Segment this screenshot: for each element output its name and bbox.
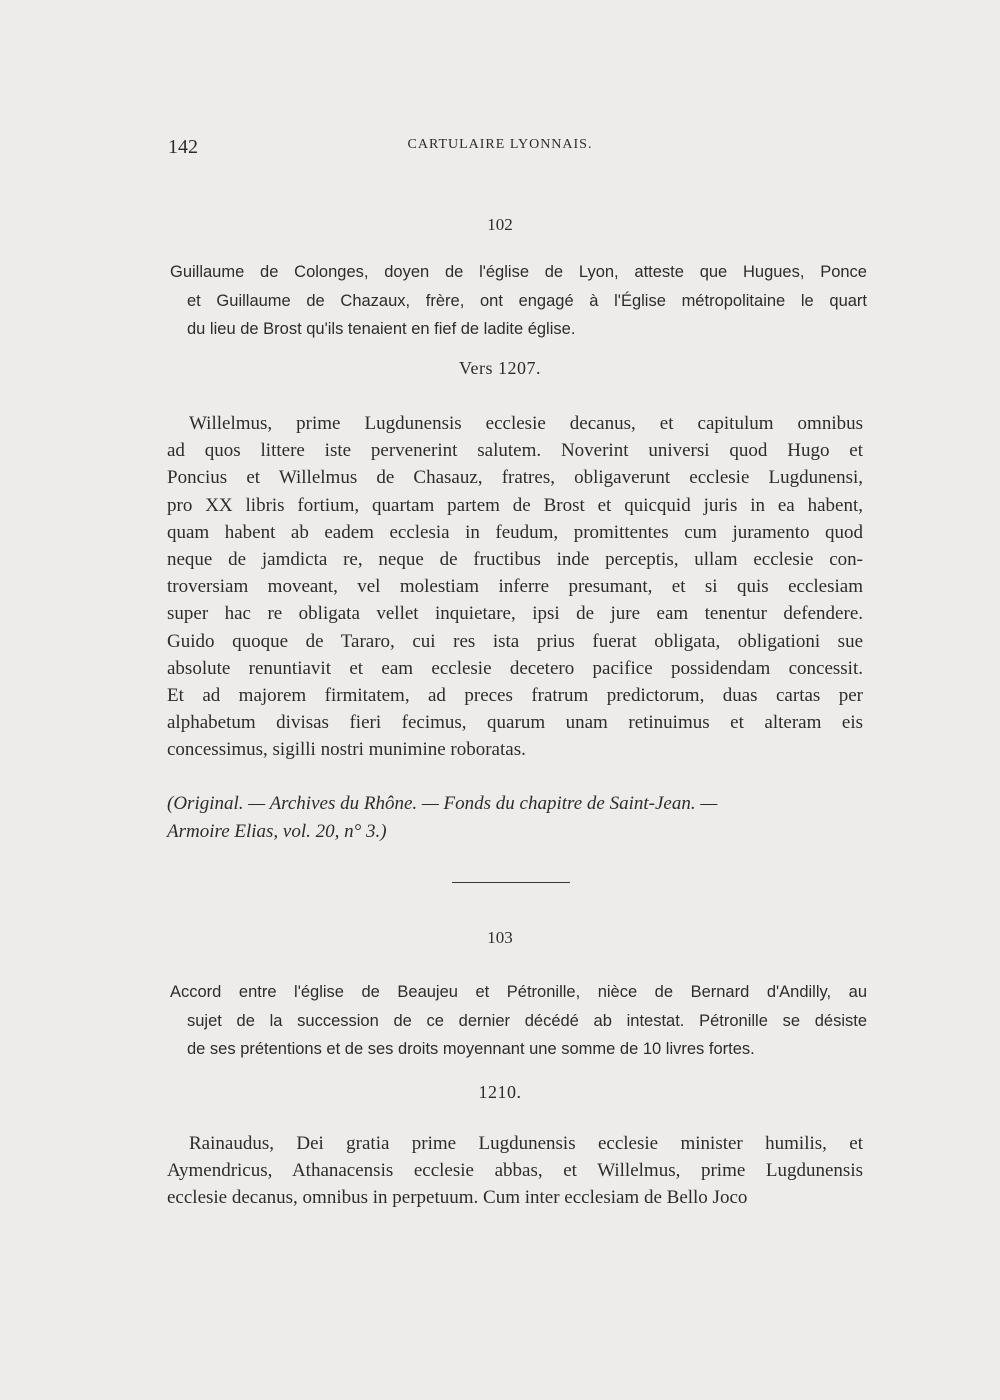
charter-line: alphabetum divisas fieri fecimus, quarum unam retinuimus et alteram eis xyxy=(167,712,863,734)
section-separator xyxy=(452,882,570,883)
entry-102-date: Vers 1207. xyxy=(459,358,541,378)
charter-line: ecclesie decanus, omnibus in perpetuum. Cum inter ecclesiam de Bello Joco xyxy=(167,1187,748,1209)
summary-line: sujet de la succession de ce dernier décédé ab intestat. Pétronille se désiste xyxy=(187,1011,867,1030)
source-line: (Original. — Archives du Rhône. — Fonds du chapitre de Saint-Jean. — xyxy=(167,793,718,814)
charter-line: absolute renuntiavit et eam ecclesie decetero pacifice possidendam concessit. xyxy=(167,657,863,679)
source-line: Armoire Elias, vol. 20, n° 3.) xyxy=(167,820,387,842)
summary-line: de ses prétentions et de ses droits moyennant une somme de 10 livres fortes. xyxy=(187,1040,755,1058)
charter-line: quam habent ab eadem ecclesia in feudum, promittentes cum juramento quod xyxy=(167,521,863,543)
charter-line: neque de jamdicta re, neque de fructibus inde perceptis, ullam ecclesie con- xyxy=(167,549,863,571)
page-header xyxy=(0,132,1000,162)
charter-line: Rainaudus, Dei gratia prime Lugdunensis ecclesie minister humilis, et xyxy=(189,1133,863,1154)
charter-line: Aymendricus, Athanacensis ecclesie abbas, et Willelmus, prime Lugdunensis xyxy=(167,1160,863,1182)
charter-line: Et ad majorem firmitatem, ad preces fratrum predictorum, duas cartas per xyxy=(167,685,863,707)
charter-line: ad quos littere iste pervenerint salutem. Noverint universi quod Hugo et xyxy=(167,440,863,462)
summary-line: du lieu de Brost qu'ils tenaient en fief de ladite église. xyxy=(187,320,576,338)
charter-line: Willelmus, prime Lugdunensis ecclesie decanus, et capitulum omnibus xyxy=(189,413,863,434)
entry-102-summary xyxy=(170,258,867,344)
entry-number-102: 102 xyxy=(487,215,513,234)
entry-103-summary xyxy=(170,978,867,1064)
charter-line: pro XX libris fortium, quartam partem de Brost et quicquid juris in ea habent, xyxy=(167,494,863,516)
summary-line: Accord entre l'église de Beaujeu et Pétronille, nièce de Bernard d'Andilly, au xyxy=(170,983,867,1001)
charter-line: Guido quoque de Tararo, cui res ista prius fuerat obligata, obligationi sue xyxy=(167,630,863,652)
entry-102-source-note xyxy=(167,790,867,845)
running-title: CARTULAIRE LYONNAIS. xyxy=(407,137,593,152)
summary-line: et Guillaume de Chazaux, frère, ont engagé à l'Église métropolitaine le quart xyxy=(187,291,867,310)
entry-103-charter-text xyxy=(167,1130,863,1212)
entry-102-charter-text xyxy=(167,410,863,764)
charter-line: Poncius et Willelmus de Chasauz, fratres, obligaverunt ecclesie Lugdunensi, xyxy=(167,467,863,489)
charter-line: concessimus, sigilli nostri munimine roboratas. xyxy=(167,739,526,761)
charter-line: troversiam moveant, vel molestiam inferre presumant, et si quis ecclesiam xyxy=(167,576,863,598)
summary-line: Guillaume de Colonges, doyen de l'église de Lyon, atteste que Hugues, Ponce xyxy=(170,263,867,281)
entry-103-date: 1210. xyxy=(478,1082,522,1102)
page-number: 142 xyxy=(168,136,198,158)
entry-number-103: 103 xyxy=(487,928,513,947)
charter-line: super hac re obligata vellet inquietare, ipsi de jure eam tenentur defendere. xyxy=(167,603,863,625)
